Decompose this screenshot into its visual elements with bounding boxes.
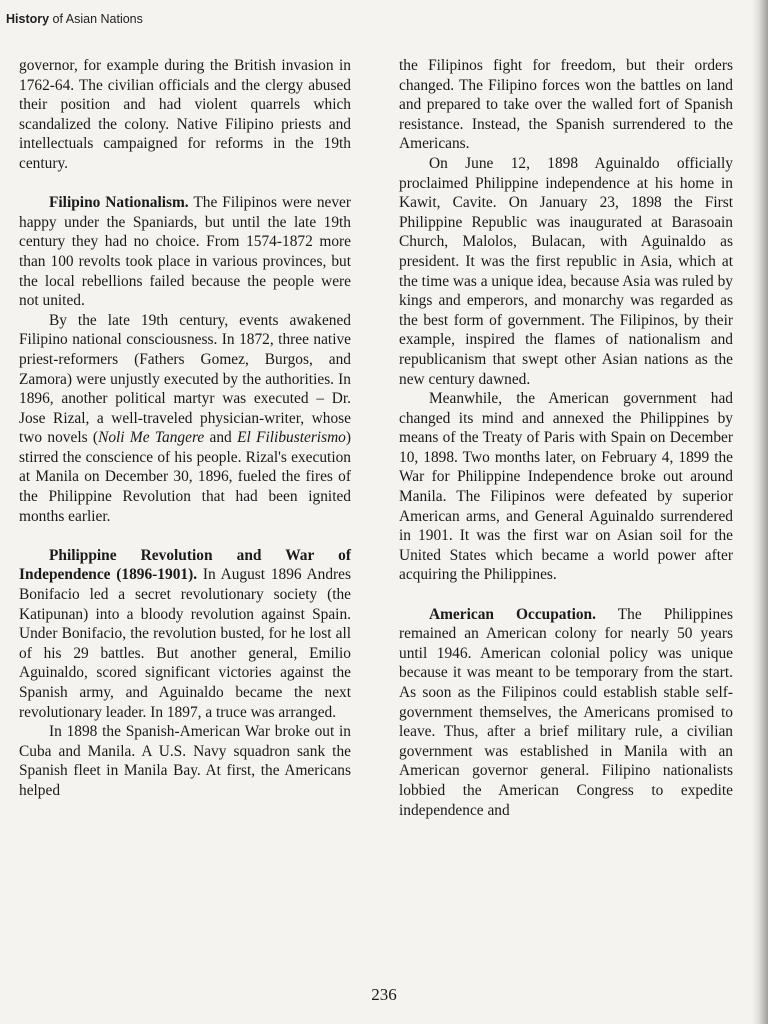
paragraph-body: In August 1896 Andres Bonifacio led a secret revolutionary society (the Katipunan) into a bloody revolution against Spain. Under Bonifacio, the revolution busted, for he lost all of his 29 battles. But another general, Emilio Aguinaldo, scored significant victories against the Spanish army, and Aguinaldo became the next revolutionary leader. In 1897, a truce was arranged. <box>19 566 352 721</box>
left-column <box>19 56 351 801</box>
paragraph-body: The Philippines remained an American colony for nearly 50 years until 1946. American colonial policy was unique because it was meant to be temporary from the start. As soon as the Filipinos could establish stable self-government themselves, the Americans promised to leave. Thus, after a brief military rule, a civilian government was established in Manila with an American governor general. Filipino nationalists lobbied the American Congress to expedite independence and <box>399 605 733 819</box>
right-column <box>399 56 733 820</box>
section-heading-filipino-nationalism: Filipino Nationalism. <box>49 194 189 212</box>
running-header <box>6 12 143 26</box>
paragraph-late-19th-century <box>19 311 351 527</box>
paragraph-continued: the Filipinos fight for freedom, but their orders changed. The Filipino forces won the battles on land and prepared to take over the walled fort of Spanish resistance. Instead, the Spanish surrendered to the Americans. <box>399 57 733 153</box>
paragraph-philippine-revolution <box>19 546 351 722</box>
paragraph-independence-proclaimed: On June 12, 1898 Aguinaldo officially proclaimed Philippine independence at his home in Kawit, Cavite. On January 23, 1898 the First Philippine Republic was inaugurated at Barasoain Church, Malolos, Bulacan, with Aguinaldo as president. It was the first republic in Asia, which at the time was a unique idea, because Asia was ruled by kings and emperors, and monarchy was regarded as the best form of government. The Filipinos, by their example, inspired the flames of nationalism and republicanism that swept other Asian nations as the new century dawned. <box>399 154 733 388</box>
paragraph-spanish-american-war: In 1898 the Spanish-American War broke out in Cuba and Manila. A U.S. Navy squadron sank the Spanish fleet in Manila Bay. At first, the Americans helped <box>19 723 351 799</box>
novel-title-noli: Noli Me Tangere <box>98 429 205 447</box>
novel-title-el-fili: El Filibusterismo <box>237 429 346 447</box>
paragraph-text: and <box>204 429 238 447</box>
section-heading-american-occupation: American Occupation. <box>429 605 596 623</box>
paragraph-text: ) stirred the conscience of his people. Rizal's execution at Manila on December 30, 1896, fueled the fires of the Philippine Revolution that had been ignited months earlier. <box>19 429 352 525</box>
paragraph-american-occupation <box>399 605 733 821</box>
book-title-bold: History <box>6 12 50 26</box>
paragraph-treaty-of-paris: Meanwhile, the American government had changed its mind and annexed the Philippines by means of the Treaty of Paris with Spain on December 10, 1898. Two months later, on February 4, 1899 the War for Philippine Independence broke out around Manila. The Filipinos were defeated by superior American arms, and General Aguinaldo surrendered in 1901. It was the first war on Asian soil for the United States which became a world power after acquiring the Philippines. <box>399 390 733 584</box>
paragraph-continued: governor, for example during the British invasion in 1762-64. The civilian officials and the clergy abused their position and had violent quarrels which scandalized the colony. Native Filipino priests and intellectuals campaigned for reforms in the 19th century. <box>19 57 351 172</box>
page-number: 236 <box>371 985 397 1004</box>
paragraph-filipino-nationalism <box>19 193 351 311</box>
book-title-rest: of Asian Nations <box>49 12 143 26</box>
paragraph-text: By the late 19th century, events awakened Filipino national consciousness. In 1872, three native priest-reformers (Fathers Gomez, Burgos, and Zamora) were unjustly executed by the authorities. In 1896, another political martyr was executed – Dr. Jose Rizal, a well-traveled physician-writer, whose two novels ( <box>19 311 351 447</box>
section-heading-philippine-revolution: Philippine Revolution and War of Independence (1896-1901). <box>19 546 351 584</box>
page-edge-shadow <box>752 0 768 1024</box>
paragraph-body: The Filipinos were never happy under the Spaniards, but until the late 19th century they had no choice. From 1574-1872 more than 100 revolts took place in various provinces, but the local rebellions failed because the people were not united. <box>19 194 352 310</box>
